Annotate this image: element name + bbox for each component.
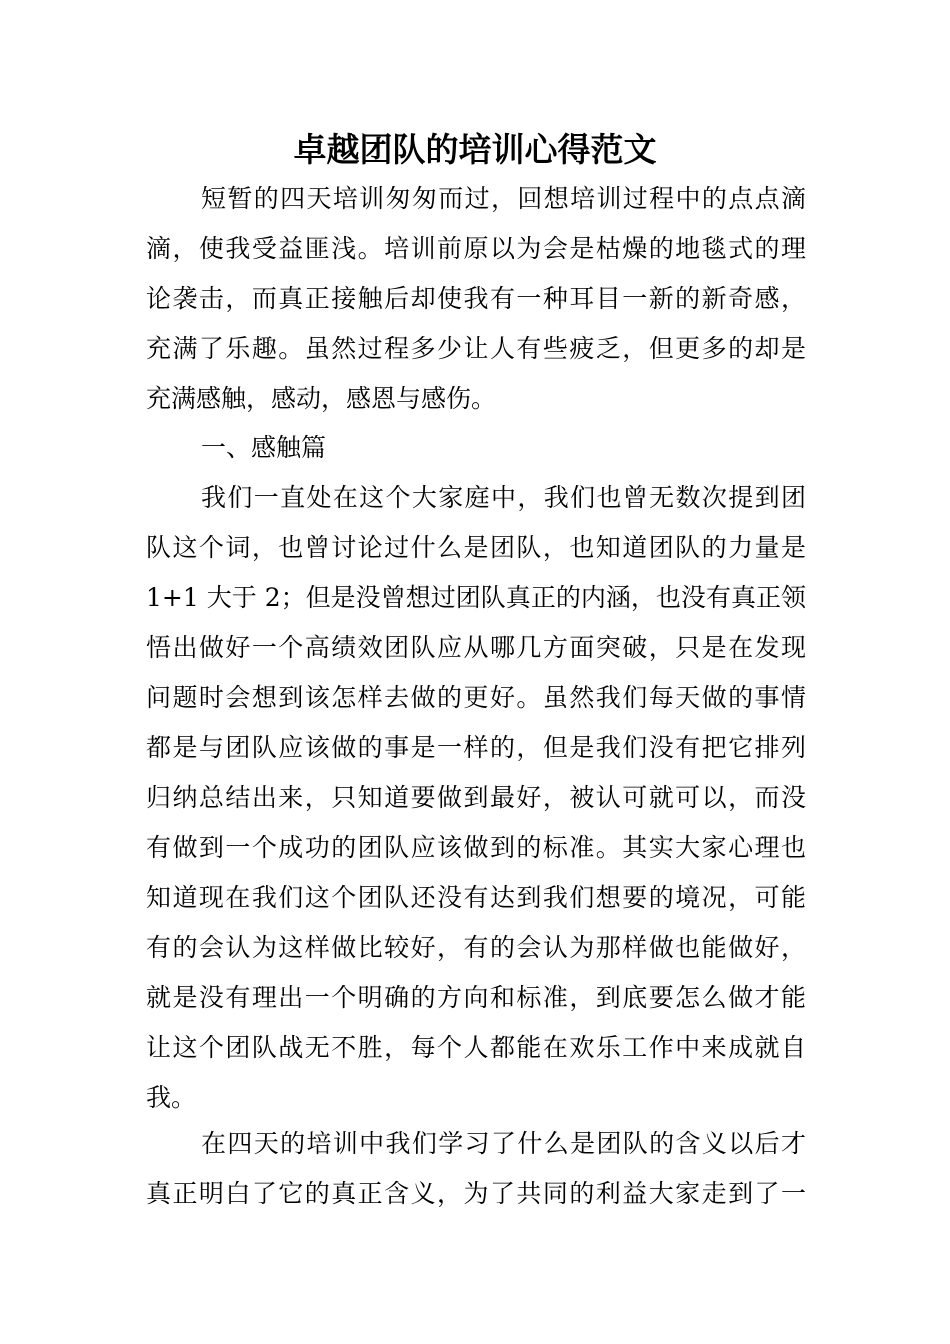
text-line: 有的会认为这样做比较好，有的会认为那样做也能做好，: [146, 933, 806, 962]
paragraph-intro: [146, 174, 806, 424]
text-line: 我们一直处在这个大家庭中，我们也曾无数次提到团: [201, 483, 806, 512]
paragraph-training: [146, 1119, 806, 1219]
text-line: 真正明白了它的真正含义，为了共同的利益大家走到了一: [146, 1179, 806, 1208]
text-line: 就是没有理出一个明确的方向和标准，到底要怎么做才能: [146, 983, 806, 1012]
text-line: 有做到一个成功的团队应该做到的标准。其实大家心理也: [146, 833, 806, 862]
text-line: 论袭击，而真正接触后却使我有一种耳目一新的新奇感，: [146, 284, 806, 313]
text-line: 充满了乐趣。虽然过程多少让人有些疲乏，但更多的却是: [146, 334, 806, 363]
text-line: 滴，使我受益匪浅。培训前原以为会是枯燥的地毯式的理: [146, 234, 806, 263]
text-line: 队这个词，也曾讨论过什么是团队，也知道团队的力量是: [146, 533, 806, 562]
text-line: 在四天的培训中我们学习了什么是团队的含义以后才: [201, 1129, 806, 1158]
text-line: 都是与团队应该做的事是一样的，但是我们没有把它排列: [146, 733, 806, 762]
text-line: 一、感触篇: [201, 433, 327, 462]
text-line: 知道现在我们这个团队还没有达到我们想要的境况，可能: [146, 883, 806, 912]
text-line: 我。: [146, 1083, 197, 1112]
document-title: 卓越团队的培训心得范文: [293, 130, 657, 169]
text-line: 短暂的四天培训匆匆而过，回想培训过程中的点点滴: [201, 184, 806, 213]
text-line: 问题时会想到该怎样去做的更好。虽然我们每天做的事情: [146, 683, 806, 712]
text-line: 悟出做好一个高绩效团队应从哪几方面突破，只是在发现: [146, 633, 806, 662]
paragraph-team: [146, 473, 806, 1123]
section-heading: [146, 423, 806, 473]
text-line: 归纳总结出来，只知道要做到最好，被认可就可以，而没: [146, 783, 806, 812]
text-line: 1+1 大于 2；但是没曾想过团队真正的内涵，也没有真正领: [146, 583, 806, 612]
text-line: 让这个团队战无不胜，每个人都能在欢乐工作中来成就自: [146, 1033, 806, 1062]
text-line: 充满感触，感动，感恩与感伤。: [146, 384, 497, 413]
